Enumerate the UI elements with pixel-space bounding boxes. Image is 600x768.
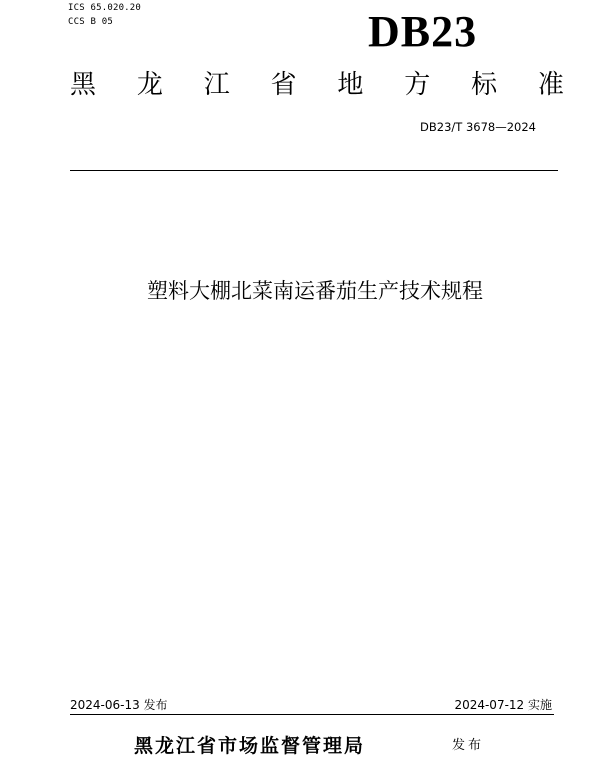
standard-type-char: 江 [203, 70, 230, 100]
issue-label: 发布 [452, 738, 485, 753]
standard-number: DB23/T 3678—2024 [420, 120, 536, 134]
ics-code: ICS 65.020.20 [68, 3, 142, 13]
standard-type-char: 标 [471, 70, 498, 100]
standard-type-char: 方 [404, 70, 431, 100]
standard-type-char: 省 [270, 70, 297, 100]
standard-type-char: 地 [337, 70, 364, 100]
publish-date: 2024-06-13 发布 [70, 698, 168, 712]
footer-divider [70, 714, 554, 715]
header-divider [70, 170, 558, 171]
standard-type-title [70, 68, 564, 102]
standard-type-char: 黑 [70, 70, 97, 100]
document-title: 塑料大棚北菜南运番茄生产技术规程 [147, 279, 483, 303]
implement-date: 2024-07-12 实施 [454, 698, 552, 712]
issuing-authority: 黑龙江省市场监督管理局 [134, 735, 366, 757]
standard-type-char: 准 [537, 70, 564, 100]
ccs-code: CCS B 05 [68, 17, 113, 27]
standard-type-char: 龙 [136, 70, 163, 100]
standard-logo: DB23 [368, 7, 478, 56]
